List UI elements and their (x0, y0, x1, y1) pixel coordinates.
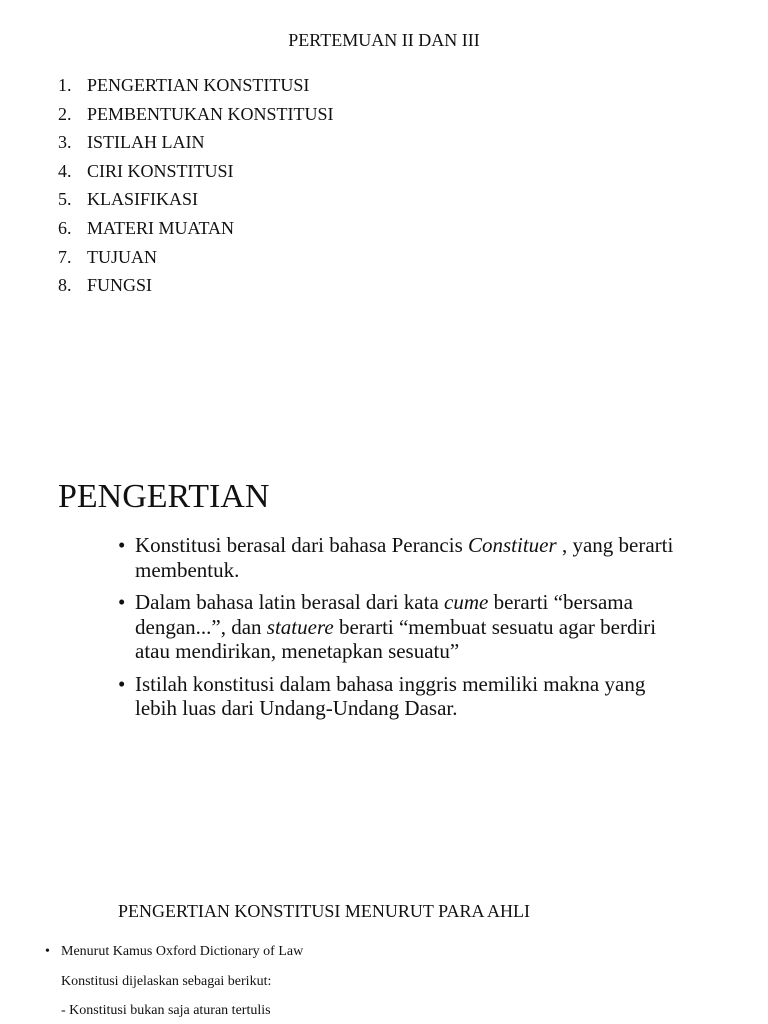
list-item-number: 7. (58, 246, 72, 267)
list-item-number: 4. (58, 160, 72, 181)
bullet-text: Istilah konstitusi dalam bahasa inggris memiliki makna yang lebih luas dari Undang-Undang Dasar. (135, 671, 646, 720)
paragraph-line: - Konstitusi bukan saja aturan tertulis (61, 1003, 271, 1018)
section3-title: PENGERTIAN KONSTITUSI MENURUT PARA AHLI (118, 901, 530, 921)
bullet-text: berarti “membuat sesuatu agar berdiri atau mendirikan, menetapkan sesuatu” (135, 614, 657, 663)
list-item (58, 273, 334, 302)
bullet-icon: • (118, 533, 126, 557)
list-item (58, 130, 334, 159)
bullet-item (118, 672, 678, 721)
bullet-item (118, 590, 678, 664)
italic-term: cume (444, 590, 489, 614)
list-item-number: 2. (58, 103, 72, 124)
list-item-label: KLASIFIKASI (87, 189, 199, 210)
bullet-icon: • (118, 590, 126, 614)
section2-title: PENGERTIAN (58, 478, 270, 515)
bullet-icon: • (45, 944, 50, 959)
expert-bullet (45, 942, 303, 962)
bullet-text: Menurut Kamus Oxford Dictionary of Law (61, 944, 304, 959)
list-item-label: TUJUAN (87, 246, 157, 267)
bullet-icon: • (118, 671, 126, 696)
list-item-label: MATERI MUATAN (87, 217, 235, 238)
list-item (58, 102, 334, 131)
list-item-label: ISTILAH LAIN (87, 132, 205, 153)
list-item (58, 159, 334, 188)
list-item-label: PENGERTIAN KONSTITUSI (87, 75, 310, 95)
definition-bullets (118, 533, 678, 729)
section1-title: PERTEMUAN II DAN III (288, 30, 480, 50)
list-item-number: 8. (58, 275, 72, 296)
list-item-label: FUNGSI (87, 275, 153, 296)
list-item-label: PEMBENTUKAN KONSTITUSI (87, 103, 334, 124)
list-item-label: CIRI KONSTITUSI (87, 160, 234, 181)
list-item (58, 216, 334, 245)
paragraph-line: Konstitusi dijelaskan sebagai berikut: (61, 974, 272, 989)
list-item-number: 1. (58, 75, 72, 95)
bullet-text: Dalam bahasa latin berasal dari kata (135, 590, 445, 614)
list-item-number: 3. (58, 132, 72, 153)
italic-term: Constituer (468, 533, 557, 557)
bullet-text: Konstitusi berasal dari bahasa Perancis (135, 533, 468, 557)
list-item-number: 5. (58, 189, 72, 210)
italic-term: statuere (266, 614, 334, 639)
list-item (58, 187, 334, 216)
list-item-number: 6. (58, 217, 72, 238)
bullet-item (118, 533, 678, 582)
topic-list (58, 73, 334, 302)
list-item (58, 245, 334, 274)
bullet-text: berarti “bersama dengan...”, dan (135, 590, 633, 639)
bullet-text: , yang berarti membentuk. (135, 533, 674, 582)
list-item (58, 73, 334, 102)
